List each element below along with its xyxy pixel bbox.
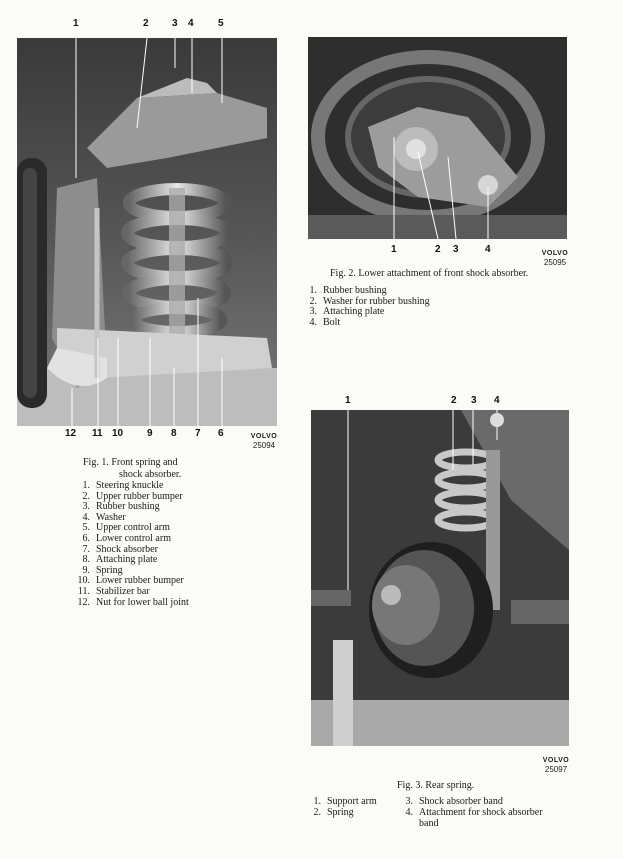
- fig2-callout-3: 3: [453, 244, 459, 255]
- fig2-legend-num-1: 1.: [309, 285, 317, 296]
- fig2-legend-text-4: Bolt: [323, 316, 341, 328]
- fig1-legend-num-8: 8.: [82, 554, 90, 566]
- fig1-legend-text-4: Washer: [96, 511, 126, 523]
- fig1-callout-4: 4: [188, 18, 194, 29]
- fig3-legend-item-2: [307, 807, 397, 818]
- fig2-legend-text-1: Rubber bushing: [323, 285, 387, 296]
- fig3-callout-1: 1: [345, 395, 351, 406]
- fig2-legend-item-3: [303, 307, 430, 318]
- fig1-legend-text-3: Rubber bushing: [96, 501, 160, 513]
- fig2-legend-item-4: [303, 318, 430, 329]
- fig1-callout-5: 5: [218, 18, 224, 29]
- fig1-image-code: [248, 432, 280, 450]
- fig1-legend-text-10: Lower rubber bumper: [96, 575, 184, 587]
- fig1-code-brand: VOLVO: [250, 433, 278, 440]
- fig1-code-number: 25094: [252, 441, 276, 450]
- fig3-callout-3: 3: [471, 395, 477, 406]
- fig1-legend: [76, 481, 189, 608]
- fig3-legend-item-1: [307, 796, 397, 807]
- fig1-legend-text-11: Stabilizer bar: [96, 585, 150, 597]
- fig1-legend-text-1: Steering knuckle: [96, 480, 164, 491]
- fig1-callout-11: 11: [92, 428, 103, 439]
- fig1-legend-text-5: Upper control arm: [96, 522, 170, 534]
- fig1-legend-text-8: Attaching plate: [96, 554, 158, 566]
- fig3-legend-text-3: Shock absorber band: [419, 796, 503, 807]
- fig1-legend-text-6: Lower control arm: [96, 532, 171, 544]
- fig3-callout-4: 4: [494, 395, 500, 406]
- fig3-legend-num-4: 4.: [405, 807, 413, 818]
- fig2-shock-mount-image: [308, 37, 567, 239]
- fig3-legend-num-3: 3.: [405, 796, 413, 807]
- fig2-legend-num-4: 4.: [309, 316, 317, 328]
- fig1-front-suspension-image: [17, 38, 277, 426]
- fig1-legend-num-3: 3.: [82, 501, 90, 513]
- fig1-caption-line2: shock absorber.: [119, 469, 182, 480]
- fig1-legend-item-8: [76, 555, 189, 566]
- fig1-callout-1: 1: [73, 18, 79, 29]
- fig1-photo: [17, 38, 277, 426]
- fig1-callout-3: 3: [172, 18, 178, 29]
- fig3-image-code: [540, 756, 572, 774]
- fig3-legend-text-1: Support arm: [327, 796, 377, 807]
- fig2-caption: Fig. 2. Lower attachment of front shock absorber.: [330, 268, 529, 279]
- fig2-legend-text-3: Attaching plate: [323, 306, 385, 318]
- fig3-legend-item-3: [399, 796, 569, 807]
- fig1-legend-item-3: [76, 502, 189, 513]
- fig1-legend-text-2: Upper rubber bumper: [96, 490, 183, 502]
- fig1-legend-text-12: Nut for lower ball joint: [96, 596, 189, 608]
- fig1-legend-num-2: 2.: [82, 490, 90, 502]
- fig1-legend-text-7: Shock absorber: [96, 543, 158, 555]
- fig3-rear-spring-image: [311, 410, 569, 746]
- fig3-legend-text-4: Attachment for shock absorber band: [419, 807, 543, 829]
- fig1-callout-10: 10: [112, 428, 124, 439]
- fig2-legend-text-2: Washer for rubber bushing: [323, 295, 430, 307]
- fig1-callout-2: 2: [143, 18, 149, 29]
- fig1-callout-7: 7: [195, 428, 201, 439]
- fig1-legend-num-11: 11.: [77, 585, 90, 597]
- fig1-legend-num-10: 10.: [77, 575, 90, 587]
- fig1-legend-num-1: 1.: [82, 480, 90, 491]
- fig2-legend-num-2: 2.: [309, 295, 317, 307]
- fig1-callout-6: 6: [218, 428, 224, 439]
- fig1-caption: [83, 457, 253, 481]
- fig1-legend-num-5: 5.: [82, 522, 90, 534]
- fig1-callout-12: 12: [65, 428, 77, 439]
- fig2-callout-2: 2: [435, 244, 441, 255]
- fig1-legend-num-7: 7.: [82, 543, 90, 555]
- fig1-legend-num-4: 4.: [82, 511, 90, 523]
- fig2-photo: [308, 37, 567, 239]
- fig1-legend-num-6: 6.: [82, 532, 90, 544]
- fig1-legend-num-12: 12.: [77, 596, 90, 608]
- fig1-callout-8: 8: [171, 428, 177, 439]
- fig1-legend-num-9: 9.: [82, 564, 90, 576]
- fig2-callout-4: 4: [485, 244, 491, 255]
- fig2-legend-num-3: 3.: [309, 306, 317, 318]
- fig2-image-code: [539, 249, 571, 267]
- fig3-legend-item-4: [399, 807, 569, 829]
- fig3-legend-num-2: 2.: [313, 807, 321, 818]
- fig1-legend-text-9: Spring: [96, 564, 123, 576]
- fig3-photo: [311, 410, 569, 746]
- fig1-callout-9: 9: [147, 428, 153, 439]
- fig2-legend: [303, 286, 430, 328]
- fig2-code-brand: VOLVO: [541, 250, 569, 257]
- fig1-legend-item-12: [76, 598, 189, 609]
- fig3-callout-2: 2: [451, 395, 457, 406]
- fig3-legend-num-1: 1.: [313, 796, 321, 807]
- fig3-code-number: 25097: [544, 765, 568, 774]
- fig3-code-brand: VOLVO: [542, 757, 570, 764]
- fig1-caption-line1: Fig. 1. Front spring and: [83, 457, 178, 468]
- fig3-caption: Fig. 3. Rear spring.: [397, 780, 475, 791]
- fig2-callout-1: 1: [391, 244, 397, 255]
- fig2-code-number: 25095: [543, 258, 567, 267]
- fig3-legend-text-2: Spring: [327, 807, 354, 818]
